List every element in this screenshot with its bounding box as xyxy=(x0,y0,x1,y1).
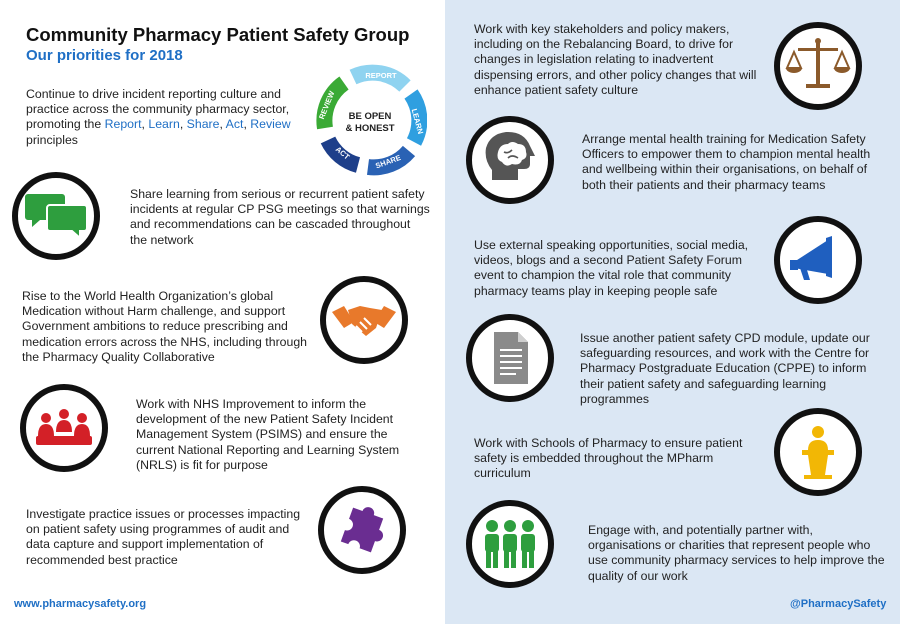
meeting-group-icon xyxy=(20,384,108,472)
people-group-icon xyxy=(466,500,554,588)
cycle-label-act: ACT xyxy=(333,144,352,162)
lectern-icon xyxy=(774,408,862,496)
priority-text-engage: Engage with, and potentially partner with, organisations or charities that represent people who use community pharmacy services to help improve the quality of our work xyxy=(588,523,885,583)
priority-text-report-culture: Continue to drive incident reporting culture and practice across the community pharmacy sector, promoting the Report, Learn, Share, Act, Review principles xyxy=(26,87,291,147)
page-title: Community Pharmacy Patient Safety Group xyxy=(26,24,410,45)
cycle-label-review: REVIEW xyxy=(316,89,337,121)
cycle-center-line2: & HONEST xyxy=(345,123,395,134)
priority-text-share-learning: Share learning from serious or recurrent patient safety incidents at regular CP PSG meetings so that warnings and recommendations can be cascaded throughout the network xyxy=(130,187,430,247)
head-brain-icon xyxy=(466,116,554,204)
document-icon xyxy=(466,314,554,402)
link-act: Act xyxy=(225,117,244,132)
priority-text-cpd: Issue another patient safety CPD module, update our safeguarding resources, and work with the Centre for Pharmacy Postgraduate Education (CPPE) to inform their patient safety and safeguarding learning programmes xyxy=(580,331,870,406)
priority-text-psims: Work with NHS Improvement to inform the development of the new Patient Safety Incident Management System (PSIMS) and ensure the current National Reporting and Learning System (NRLS) is fit for purpose xyxy=(136,397,400,472)
cycle-label-learn: LEARN xyxy=(409,107,426,135)
cycle-label-share: SHARE xyxy=(374,152,403,171)
handshake-icon xyxy=(320,276,408,364)
report-learn-share-cycle-icon xyxy=(313,64,427,178)
priority-text-mental-health: Arrange mental health training for Medication Safety Officers to empower them to champion mental health and wellbeing within their organisations, on behalf of both their patients and their pharmacy teams xyxy=(582,132,871,192)
priority-text-speaking: Use external speaking opportunities, social media, videos, blogs and a second Patient Safety Forum event to champion the vital role that community pharmacy teams play in keeping people safe xyxy=(474,238,749,298)
twitter-handle[interactable]: @PharmacySafety xyxy=(790,598,887,610)
page-subtitle: Our priorities for 2018 xyxy=(26,47,183,64)
website-link[interactable]: www.pharmacysafety.org xyxy=(14,598,147,610)
link-learn: Learn xyxy=(148,117,180,132)
link-share: Share xyxy=(186,117,220,132)
scales-icon xyxy=(774,22,862,110)
priority-text-legislation: Work with key stakeholders and policy makers, including on the Rebalancing Board, to drive for changes in legislation relating to inadvertent dispensing errors, and other policy changes that will enhance patient safety culture xyxy=(474,22,757,97)
link-report: Report xyxy=(104,117,142,132)
speech-bubbles-icon xyxy=(12,172,100,260)
priority-text-who-challenge: Rise to the World Health Organization’s global Medication without Harm challenge, and support Government ambitions to reduce prescribing and medication errors across the NHS, including through the Pharmacy Quality Collaborative xyxy=(22,289,308,364)
cycle-center-line1: BE OPEN xyxy=(348,111,392,122)
puzzle-piece-icon xyxy=(318,486,406,574)
priority-text-investigate: Investigate practice issues or processes impacting on patient safety using programmes of audit and data capture and support implementation of recommended best practice xyxy=(26,507,301,567)
cycle-label-report: REPORT xyxy=(365,71,397,80)
link-review: Review xyxy=(250,117,291,132)
priority-text-schools: Work with Schools of Pharmacy to ensure patient safety is embedded throughout the MPharm curriculum xyxy=(474,436,743,481)
megaphone-icon xyxy=(774,216,862,304)
